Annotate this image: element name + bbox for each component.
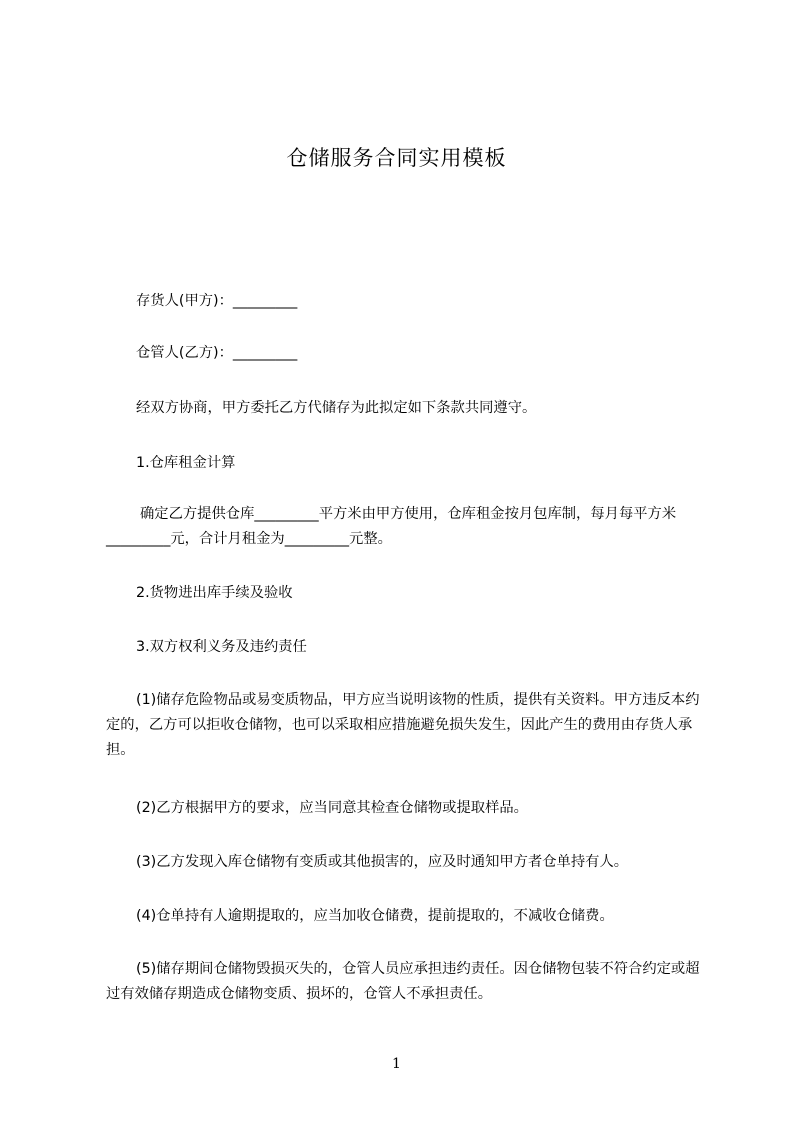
- section-3-heading: 3.双方权利义务及违约责任: [136, 639, 307, 655]
- clause-3: (3)乙方发现入库仓储物有变质或其他损害的，应及时通知甲方者仓单持有人。: [136, 854, 629, 870]
- section-1-body: 确定乙方提供仓库_________平方米由甲方使用，仓库租金按月包库制，每月每平方米_________元，合计月租金为_________元整。: [106, 506, 677, 547]
- document-title: 仓储服务合同实用模板: [286, 146, 507, 170]
- page-number: 1: [392, 1056, 401, 1072]
- section-2-heading: 2.货物进出库手续及验收: [136, 585, 293, 601]
- party-a-line: 存货人(甲方)：_________: [136, 293, 298, 309]
- section-1-heading: 1.仓库租金计算: [136, 455, 236, 471]
- clause-2: (2)乙方根据甲方的要求，应当同意其检查仓储物或提取样品。: [136, 800, 528, 816]
- clause-1: (1)储存危险物品或易变质物品，甲方应当说明该物的性质，提供有关资料。甲方违反本约定的，乙方可以拒收仓储物，也可以采取相应措施避免损失发生，因此产生的费用由存货人承担。: [106, 692, 700, 758]
- party-b-line: 仓管人(乙方)：_________: [136, 345, 298, 361]
- clause-4: (4)仓单持有人逾期提取的，应当加收仓储费，提前提取的，不减收仓储费。: [136, 908, 614, 924]
- clause-5: (5)储存期间仓储物毁损灭失的，仓管人员应承担违约责任。因仓储物包装不符合约定或超过有效储存期造成仓储物变质、损坏的，仓管人不承担责任。: [106, 961, 700, 1002]
- agreement-intro: 经双方协商，甲方委托乙方代储存为此拟定如下条款共同遵守。: [136, 400, 537, 416]
